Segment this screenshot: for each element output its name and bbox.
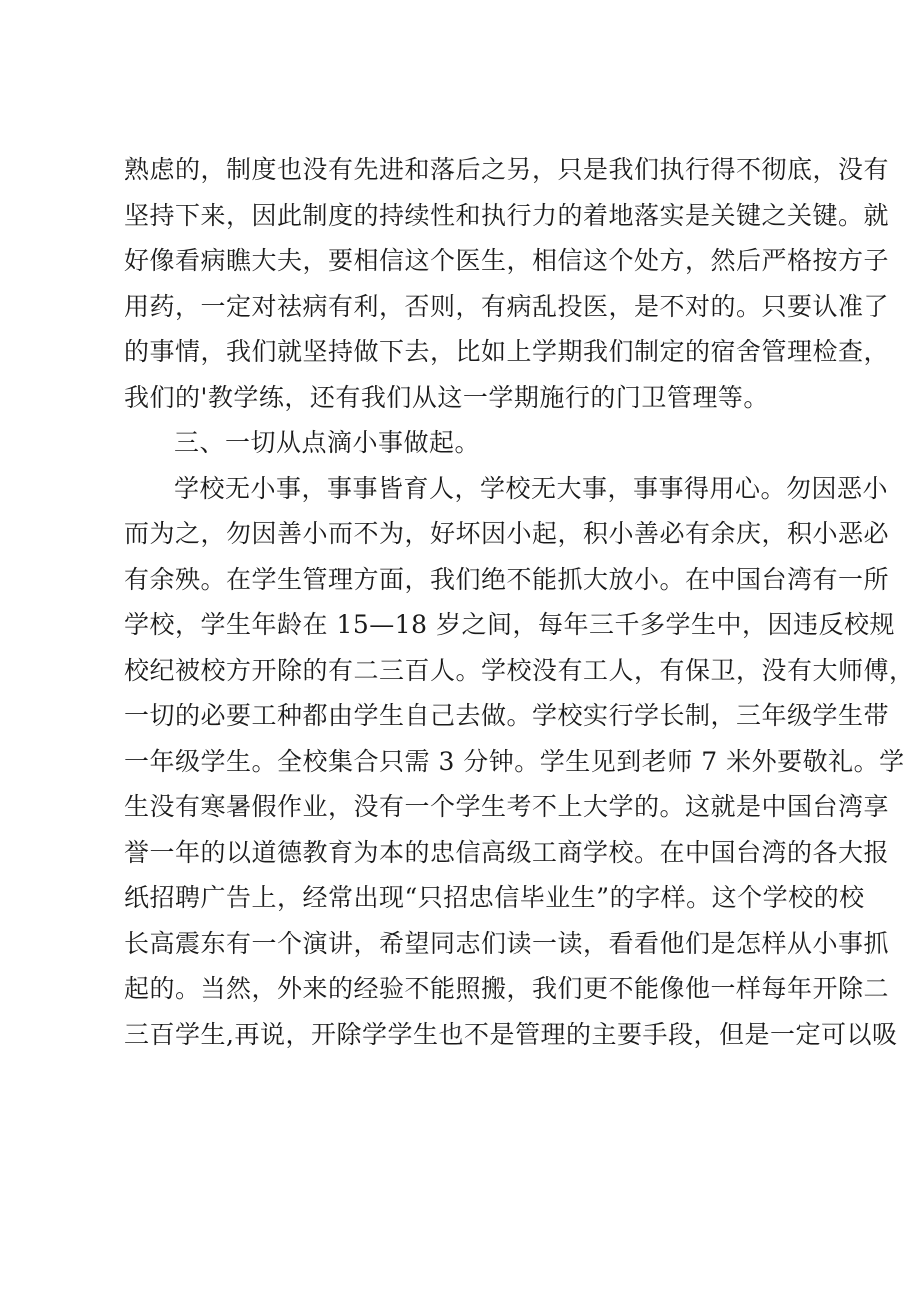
text-line: 三百学生,再说，开除学学生也不是管理的主要手段，但是一定可以吸 [124, 1019, 898, 1049]
text-line: 纸招聘广告上，经常出现“只招忠信毕业生”的字样。这个学校的校 [124, 883, 865, 912]
text-line: 好像看病瞧大夫，要相信这个医生，相信这个处方，然后严格按方子 [124, 246, 890, 275]
paragraph-1 [124, 147, 890, 420]
text-line: 坚持下来，因此制度的持续性和执行力的着地落实是关键之关键。就 [124, 200, 890, 230]
text-line: 一切的必要工种都由学生自己去做。学校实行学长制，三年级学生带 [124, 701, 890, 730]
text-line: 用药，一定对祛病有利，否则，有病乱投医，是不对的。只要认准了 [124, 291, 890, 321]
text-line: 生没有寒暑假作业，没有一个学生考不上大学的。这就是中国台湾享 [124, 792, 890, 821]
text-line: 我们的'教学练，还有我们从这一学期施行的门卫管理等。 [124, 382, 769, 412]
paragraph-2 [124, 466, 915, 1058]
text-line: 有余殃。在学生管理方面，我们绝不能抓大放小。在中国台湾有一所 [124, 564, 890, 594]
text-line: 的事情，我们就坚持做下去，比如上学期我们制定的宿舍管理检查， [124, 337, 890, 366]
text-line: 熟虑的，制度也没有先进和落后之另，只是我们执行得不彻底，没有 [124, 155, 890, 184]
text-line: 学校，学生年龄在 15—18 岁之间，每年三千多学生中，因违反校规 [124, 610, 896, 639]
text-line: 誉一年的以道德教育为本的忠信高级工商学校。在中国台湾的各大报 [124, 837, 890, 867]
text-line: 而为之，勿因善小而不为，好坏因小起，积小善必有余庆，积小恶必 [124, 519, 890, 548]
text-line: 长高震东有一个演讲，希望同志们读一读，看看他们是怎样从小事抓 [124, 928, 890, 958]
section-heading: 三、一切从点滴小事做起。 [174, 428, 481, 457]
document-body [124, 147, 915, 1057]
text-line: 学校无小事，事事皆育人，学校无大事，事事得用心。勿因恶小 [174, 473, 889, 503]
text-line: 校纪被校方开除的有二三百人。学校没有工人，有保卫，没有大师傅， [124, 655, 915, 685]
text-line: 一年级学生。全校集合只需 3 分钟。学生见到老师 7 米外要敬礼。学 [124, 746, 905, 776]
text-line: 起的。当然，外来的经验不能照搬，我们更不能像他一样每年开除二 [124, 974, 890, 1003]
